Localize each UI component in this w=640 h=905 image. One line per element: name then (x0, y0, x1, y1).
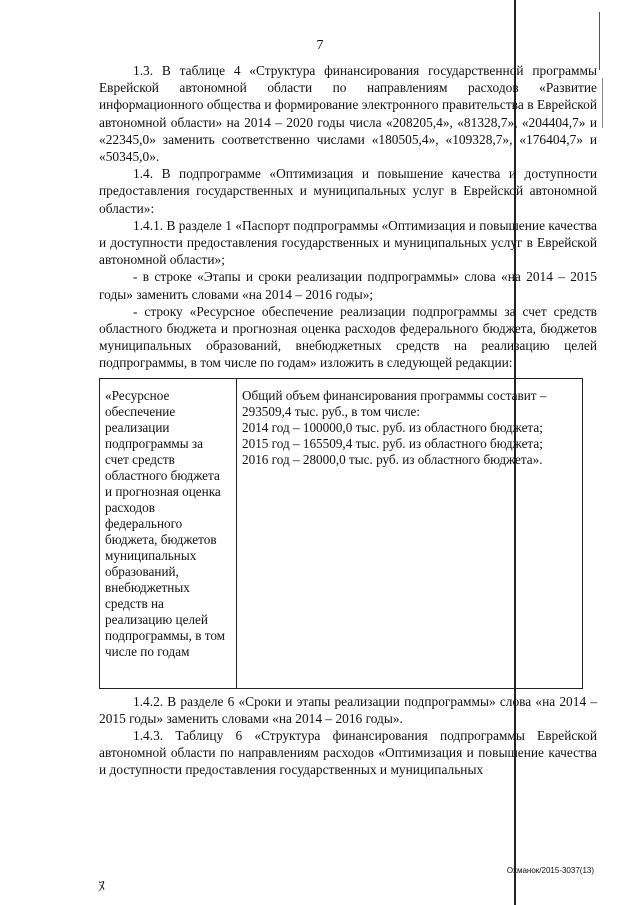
paragraph-1-4-2: 1.4.2. В разделе 6 «Сроки и этапы реализации подпрограммы» слова «на 2014 – 2015 годы» заменить словами «на 2014 – 2016 годы». (99, 693, 597, 726)
table-row (100, 378, 583, 688)
document-body (99, 62, 597, 779)
resource-2015: 2015 год – 165509,4 тыс. руб. из областного бюджета; (242, 435, 543, 451)
resource-table-value (237, 378, 583, 688)
resource-2016: 2016 год – 28000,0 тыс. руб. из областного бюджета». (242, 451, 543, 467)
paragraph-1-4: 1.4. В подпрограмме «Оптимизация и повышение качества и доступности предоставления государственных и муниципальных услуг в Еврейской автономной области»: (99, 166, 597, 216)
scan-artifact-line-right (599, 12, 600, 70)
paragraph-1-4-1: 1.4.1. В разделе 1 «Паспорт подпрограммы «Оптимизация и повышение качества и доступности предоставления государственных и муниципальных услуг в Еврейской автономной области»; (99, 217, 597, 268)
resource-total: Общий объем финансирования программы составит – 293509,4 тыс. руб., в том числе: (242, 387, 547, 419)
scan-artifact-line-right-2 (602, 78, 603, 128)
paragraph-1-4-3: 1.4.3. Таблицу 6 «Структура финансирования подпрограммы Еврейской автономной области по направлениям расходов «Оптимизация и повышение качества и доступности предоставления государственных и муниципальных (99, 728, 597, 778)
resource-2014: 2014 год – 100000,0 тыс. руб. из областного бюджета; (242, 419, 543, 435)
resource-table-label: «Ресурсное обеспечение реализации подпрограммы за счет средств областного бюджета и прогнозная оценка расходов федерального бюджета, бюджетов муниципальных образований, внебюджетных средств на реализацию целей подпрограммы, в том числе по годам (100, 378, 237, 688)
paragraph-1-3: 1.3. В таблице 4 «Структура финансирования государственной программы Еврейской автономной области по направлениям расходов «Развитие информационного общества и формирование электронного правительства в Еврейской автономной области» на 2014 – 2020 годы числа «208205,4», «81328,7», «204404,7» и «22345,0» заменить соответственно числами «180505,4», «109328,7», «176404,7» и «50345,0». (99, 63, 597, 165)
document-code: Охманок/2015-3037(13) (506, 866, 594, 875)
paragraph-stage-line: - в строке «Этапы и сроки реализации подпрограммы» слова «на 2014 – 2015 годы» заменить словами «на 2014 – 2016 годы»; (99, 269, 597, 302)
corner-mark: ﾇ (98, 880, 105, 895)
paragraph-resource-line: - строку «Ресурсное обеспечение реализации подпрограммы за счет средств областного бюджета и прогнозная оценка расходов федерального бюджета, бюджетов муниципальных образований, внебюджетных средств на реализацию целей подпрограммы, в том числе по годам» изложить в следующей редакции: (99, 303, 597, 371)
resource-table (99, 378, 583, 689)
page-number: 7 (316, 38, 324, 53)
